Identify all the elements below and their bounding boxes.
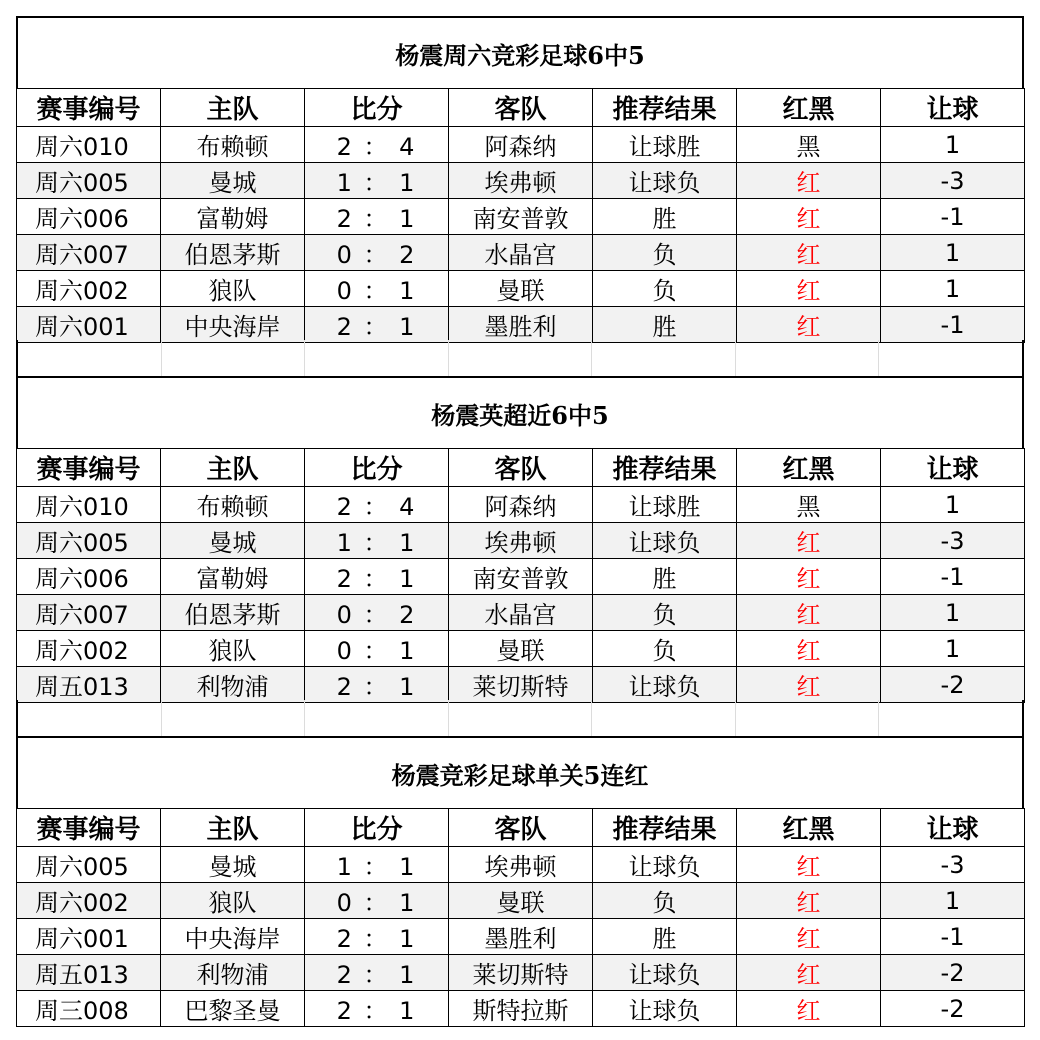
table-row: [17, 955, 1025, 991]
handicap-cell: 1: [881, 595, 1025, 631]
table-title: 杨震周六竞彩足球6中5: [16, 16, 1024, 88]
match-id-cell: 周六002: [17, 883, 161, 919]
result-red-black-cell: 红: [737, 559, 881, 595]
home-team-cell: 布赖顿: [161, 487, 305, 523]
home-team-cell: 中央海岸: [161, 919, 305, 955]
column-header-match-id: 赛事编号: [17, 89, 161, 127]
table-block-1: [16, 16, 1024, 343]
score-cell: 1 ： 1: [305, 523, 449, 559]
column-header-away-team: 客队: [449, 809, 593, 847]
handicap-cell: 1: [881, 487, 1025, 523]
home-team-cell: 富勒姆: [161, 559, 305, 595]
score-cell: 0 ： 1: [305, 631, 449, 667]
recommendation-cell: 负: [593, 631, 737, 667]
away-team-cell: 埃弗顿: [449, 847, 593, 883]
table-title: 杨震竞彩足球单关5连红: [16, 736, 1024, 808]
column-header-recommendation: 推荐结果: [593, 449, 737, 487]
table-title: 杨震英超近6中5: [16, 376, 1024, 448]
home-team-cell: 利物浦: [161, 955, 305, 991]
table-row: [17, 883, 1025, 919]
match-id-cell: 周六010: [17, 487, 161, 523]
recommendation-cell: 让球负: [593, 847, 737, 883]
score-cell: 2 ： 1: [305, 559, 449, 595]
blank-row: [16, 700, 1024, 736]
result-red-black-cell: 红: [737, 271, 881, 307]
score-cell: 2 ： 1: [305, 991, 449, 1027]
result-red-black-cell: 黑: [737, 487, 881, 523]
column-header-home-team: 主队: [161, 809, 305, 847]
table-block-3: [16, 736, 1024, 1027]
column-header-away-team: 客队: [449, 449, 593, 487]
handicap-cell: 1: [881, 235, 1025, 271]
recommendation-cell: 胜: [593, 559, 737, 595]
column-header-handicap: 让球: [881, 809, 1025, 847]
column-header-home-team: 主队: [161, 89, 305, 127]
table-row: [17, 235, 1025, 271]
match-id-cell: 周六005: [17, 163, 161, 199]
score-cell: 2 ： 1: [305, 667, 449, 703]
handicap-cell: -2: [881, 991, 1025, 1027]
match-id-cell: 周六001: [17, 919, 161, 955]
away-team-cell: 水晶宫: [449, 595, 593, 631]
home-team-cell: 狼队: [161, 883, 305, 919]
table-row: [17, 487, 1025, 523]
result-red-black-cell: 红: [737, 955, 881, 991]
column-header-recommendation: 推荐结果: [593, 809, 737, 847]
handicap-cell: 1: [881, 631, 1025, 667]
column-header-home-team: 主队: [161, 449, 305, 487]
match-id-cell: 周六005: [17, 523, 161, 559]
home-team-cell: 狼队: [161, 271, 305, 307]
handicap-cell: -2: [881, 955, 1025, 991]
table-row: [17, 163, 1025, 199]
column-header-score: 比分: [305, 449, 449, 487]
score-cell: 2 ： 1: [305, 199, 449, 235]
table-row: [17, 991, 1025, 1027]
handicap-cell: 1: [881, 271, 1025, 307]
header-row: [17, 809, 1025, 847]
result-red-black-cell: 红: [737, 307, 881, 343]
column-header-handicap: 让球: [881, 89, 1025, 127]
score-cell: 0 ： 1: [305, 271, 449, 307]
result-table: [16, 88, 1025, 343]
match-id-cell: 周六006: [17, 199, 161, 235]
away-team-cell: 莱切斯特: [449, 667, 593, 703]
result-red-black-cell: 红: [737, 919, 881, 955]
handicap-cell: -1: [881, 307, 1025, 343]
table-row: [17, 127, 1025, 163]
match-id-cell: 周五013: [17, 955, 161, 991]
recommendation-cell: 负: [593, 271, 737, 307]
home-team-cell: 中央海岸: [161, 307, 305, 343]
recommendation-cell: 负: [593, 235, 737, 271]
away-team-cell: 曼联: [449, 631, 593, 667]
recommendation-cell: 让球负: [593, 523, 737, 559]
table-row: [17, 559, 1025, 595]
table-row: [17, 271, 1025, 307]
recommendation-cell: 让球胜: [593, 487, 737, 523]
recommendation-cell: 让球负: [593, 667, 737, 703]
recommendation-cell: 让球负: [593, 163, 737, 199]
table-row: [17, 523, 1025, 559]
table-row: [17, 199, 1025, 235]
away-team-cell: 曼联: [449, 883, 593, 919]
recommendation-cell: 负: [593, 595, 737, 631]
table-block-2: [16, 376, 1024, 703]
result-red-black-cell: 红: [737, 235, 881, 271]
away-team-cell: 水晶宫: [449, 235, 593, 271]
column-header-away-team: 客队: [449, 89, 593, 127]
away-team-cell: 埃弗顿: [449, 163, 593, 199]
home-team-cell: 曼城: [161, 523, 305, 559]
table-row: [17, 595, 1025, 631]
away-team-cell: 阿森纳: [449, 487, 593, 523]
handicap-cell: -3: [881, 847, 1025, 883]
column-header-match-id: 赛事编号: [17, 449, 161, 487]
match-id-cell: 周六007: [17, 595, 161, 631]
column-header-score: 比分: [305, 89, 449, 127]
recommendation-cell: 让球负: [593, 991, 737, 1027]
match-id-cell: 周三008: [17, 991, 161, 1027]
column-header-result-red-black: 红黑: [737, 809, 881, 847]
result-red-black-cell: 红: [737, 883, 881, 919]
recommendation-cell: 让球胜: [593, 127, 737, 163]
recommendation-cell: 胜: [593, 307, 737, 343]
home-team-cell: 狼队: [161, 631, 305, 667]
column-header-result-red-black: 红黑: [737, 449, 881, 487]
score-cell: 2 ： 1: [305, 955, 449, 991]
table-row: [17, 667, 1025, 703]
score-cell: 0 ： 1: [305, 883, 449, 919]
score-cell: 0 ： 2: [305, 595, 449, 631]
table-row: [17, 307, 1025, 343]
result-red-black-cell: 红: [737, 595, 881, 631]
match-id-cell: 周六001: [17, 307, 161, 343]
column-header-score: 比分: [305, 809, 449, 847]
handicap-cell: -1: [881, 199, 1025, 235]
recommendation-cell: 胜: [593, 919, 737, 955]
recommendation-cell: 负: [593, 883, 737, 919]
away-team-cell: 莱切斯特: [449, 955, 593, 991]
result-red-black-cell: 红: [737, 199, 881, 235]
result-table: [16, 808, 1025, 1027]
table-row: [17, 919, 1025, 955]
match-id-cell: 周六010: [17, 127, 161, 163]
match-id-cell: 周六002: [17, 631, 161, 667]
result-red-black-cell: 红: [737, 631, 881, 667]
match-id-cell: 周六005: [17, 847, 161, 883]
result-red-black-cell: 红: [737, 847, 881, 883]
column-header-handicap: 让球: [881, 449, 1025, 487]
header-row: [17, 449, 1025, 487]
score-cell: 1 ： 1: [305, 163, 449, 199]
table-row: [17, 847, 1025, 883]
away-team-cell: 阿森纳: [449, 127, 593, 163]
home-team-cell: 布赖顿: [161, 127, 305, 163]
handicap-cell: -3: [881, 163, 1025, 199]
recommendation-cell: 让球负: [593, 955, 737, 991]
away-team-cell: 斯特拉斯: [449, 991, 593, 1027]
handicap-cell: -1: [881, 919, 1025, 955]
handicap-cell: -2: [881, 667, 1025, 703]
match-id-cell: 周六002: [17, 271, 161, 307]
away-team-cell: 南安普敦: [449, 559, 593, 595]
score-cell: 2 ： 4: [305, 487, 449, 523]
home-team-cell: 伯恩茅斯: [161, 235, 305, 271]
home-team-cell: 利物浦: [161, 667, 305, 703]
home-team-cell: 富勒姆: [161, 199, 305, 235]
result-table: [16, 448, 1025, 703]
table-row: [17, 631, 1025, 667]
header-row: [17, 89, 1025, 127]
away-team-cell: 南安普敦: [449, 199, 593, 235]
result-red-black-cell: 黑: [737, 127, 881, 163]
score-cell: 2 ： 1: [305, 307, 449, 343]
column-header-result-red-black: 红黑: [737, 89, 881, 127]
home-team-cell: 曼城: [161, 847, 305, 883]
home-team-cell: 曼城: [161, 163, 305, 199]
score-cell: 2 ： 1: [305, 919, 449, 955]
score-cell: 0 ： 2: [305, 235, 449, 271]
away-team-cell: 曼联: [449, 271, 593, 307]
match-id-cell: 周五013: [17, 667, 161, 703]
result-red-black-cell: 红: [737, 991, 881, 1027]
match-id-cell: 周六006: [17, 559, 161, 595]
home-team-cell: 伯恩茅斯: [161, 595, 305, 631]
recommendation-cell: 胜: [593, 199, 737, 235]
score-cell: 1 ： 1: [305, 847, 449, 883]
column-header-recommendation: 推荐结果: [593, 89, 737, 127]
handicap-cell: -1: [881, 559, 1025, 595]
away-team-cell: 墨胜利: [449, 919, 593, 955]
score-cell: 2 ： 4: [305, 127, 449, 163]
handicap-cell: 1: [881, 883, 1025, 919]
result-red-black-cell: 红: [737, 523, 881, 559]
match-id-cell: 周六007: [17, 235, 161, 271]
result-red-black-cell: 红: [737, 667, 881, 703]
away-team-cell: 墨胜利: [449, 307, 593, 343]
handicap-cell: -3: [881, 523, 1025, 559]
column-header-match-id: 赛事编号: [17, 809, 161, 847]
home-team-cell: 巴黎圣曼: [161, 991, 305, 1027]
blank-row: [16, 340, 1024, 376]
result-red-black-cell: 红: [737, 163, 881, 199]
handicap-cell: 1: [881, 127, 1025, 163]
away-team-cell: 埃弗顿: [449, 523, 593, 559]
